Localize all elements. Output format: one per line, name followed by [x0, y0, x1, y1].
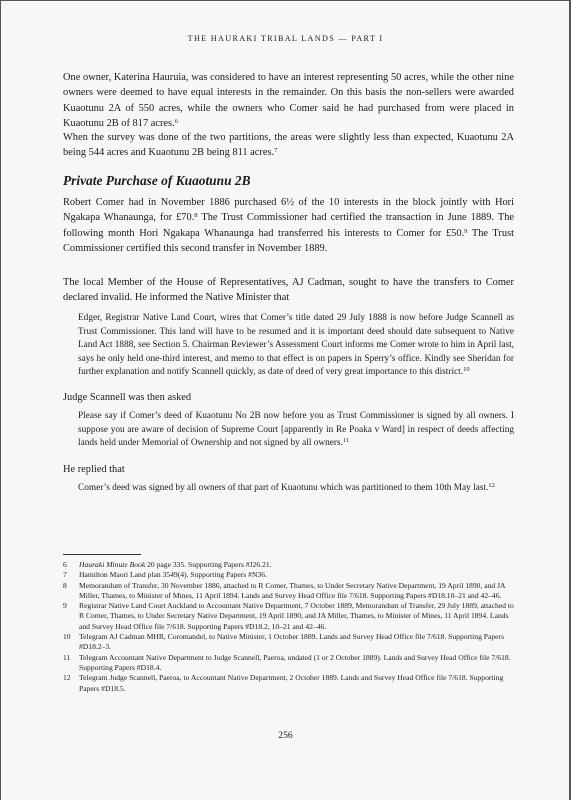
- footnote-ref[interactable]: 10: [463, 366, 470, 374]
- paragraph: When the survey was done of the two partitions, the areas were slightly less than expected, Kuaotunu 2A being 544 acres and Kuaotunu 2B being 811 acres.$^7$: [63, 132, 514, 159]
- footnote-ref[interactable]: 6: [174, 117, 178, 125]
- footnote: 6 Hauraki Minute Book 20 page 335. Supporting Papers #J26.21.: [63, 560, 272, 569]
- block-quote: Edger, Registrar Native Land Court, wires that Comer’s title dated 29 July 1888 is now before Judge Scannell as Trust Commissioner. This land will have to be resumed and it is important deed should date subsequent to Native Land Act 1888, see Section 5. Chairman Reviewer’s Assessment Court informs me Comer wrote to him in April last, says he only held one-third interest, and memo to that effect is on papers in Sperry’s office. Kindly see Sheridan for further explanation and notify Scannell quickly, as date of deed of very great importance to this district.$^{10}$: [78, 313, 514, 378]
- footnote-number: 9: [63, 601, 67, 611]
- footnote-ref[interactable]: 12: [488, 482, 495, 489]
- scan-border-top: [0, 0, 571, 1]
- scan-border-left: [0, 0, 1, 800]
- footnote-number: 10: [63, 632, 71, 642]
- footnote-ref[interactable]: 9: [464, 227, 468, 235]
- block-quote: Please say if Comer’s deed of Kuaotunu No 2B now before you as Trust Commissioner is signed by all owners. I suppose you are aware of decision of Supreme Court [apparently in Re Poaka v Ward] in respect of deeds affecting lands held under Memorial of Ownership and not signed by all owners.$^{11}$: [78, 411, 514, 449]
- footnote-rule: [63, 554, 141, 555]
- footnote: 9 Registrar Native Land Court Auckland to Accountant Native Department, 7 October 1889, Memorandum of Transfer, 29 July 1889, attached to R Comer, Thames, to Under Secretary Native Department, 19 April 1890, and JA Miller, Thames, to Minister of Mines, 11 April 1894. Lands and Survey Head Office file 7/618. Supporting Papers #D18.2, 10–21 and 42–46.: [63, 601, 514, 631]
- footnote: 12 Telegram Judge Scannell, Paeroa, to Accountant Native Department, 2 October 1889. Lands and Survey Head Office file 7/618. Supporting Papers #D18.5.: [63, 673, 504, 693]
- section-heading: Private Purchase of Kuaotunu 2B: [63, 173, 251, 188]
- footnote-number: 7: [63, 570, 67, 580]
- footnotes: [63, 560, 515, 694]
- footnote: 8 Memorandum of Transfer, 30 November 1886, attached to R Comer, Thames, to Under Secretary Native Department, 19 April 1890, and JA Miller, Thames, to Minister of Mines, 11 April 1894. Lands and Survey Head Office file 7/618. Supporting Papers #D18.10–21 and 42–46.: [63, 580, 506, 600]
- footnote: 10 Telegram AJ Cadman MHR, Coromandel, to Native Minister, 1 October 1889. Lands and Survey Head Office file 7/618. Supporting Papers #D18.2–3.: [63, 632, 505, 652]
- footnote-ref[interactable]: 8: [194, 212, 198, 220]
- footnote-ref[interactable]: 11: [342, 437, 350, 445]
- paragraph: He replied that: [63, 464, 125, 475]
- paragraph: Robert Comer had in November 1886 purchased 6½ of the 10 interests in the block jointly with Hori Ngakapa Whanaunga, for £70.$^8$ The Trust Commissioner had certified the transaction in June 1889. The following month Hori Ngakapa Whanaunga had transferred his interests to Comer for £50.$^9$ The Trust Commissioner certified this second transfer in November 1889.: [63, 197, 515, 254]
- running-head: THE HAURAKI TRIBAL LANDS — PART I: [187, 34, 384, 43]
- footnote: 7 Hamilton Maori Land plan 3549(4). Supporting Papers #N36.: [63, 570, 267, 580]
- paragraph: Judge Scannell was then asked: [63, 392, 192, 403]
- footnote-number: 8: [63, 580, 67, 590]
- footnote-number: 11: [63, 652, 71, 662]
- footnote: 11 Telegram Accountant Native Department to Judge Scannell, Paeroa, undated (1 or 2 October 1889). Lands and Survey Head Office file 7/618. Supporting Papers #D18.4.: [63, 652, 511, 672]
- paragraph: One owner, Katerina Hauruia, was considered to have an interest representing 50 acres, while the other nine owners were deemed to have equal interests in the remainder. On this basis the non-sellers were awarded Kuaotunu 2A of 550 acres, while the owners who Comer said he had purchased from were placed in Kuaotunu 2B of 817 acres.$^6$: [63, 72, 514, 129]
- paragraph: The local Member of the House of Representatives, AJ Cadman, sought to have the transfers to Comer declared invalid. He informed the Native Minister that: [63, 277, 514, 304]
- footnote-number: 6: [63, 560, 67, 569]
- page-number: 256: [278, 730, 293, 741]
- footnote-ref[interactable]: 7: [274, 147, 278, 155]
- footnote-number: 12: [63, 673, 71, 683]
- block-quote: Comer’s deed was signed by all owners of that part of Kuaotunu which was partitioned to them 10th May last.$^{12}$: [78, 482, 495, 493]
